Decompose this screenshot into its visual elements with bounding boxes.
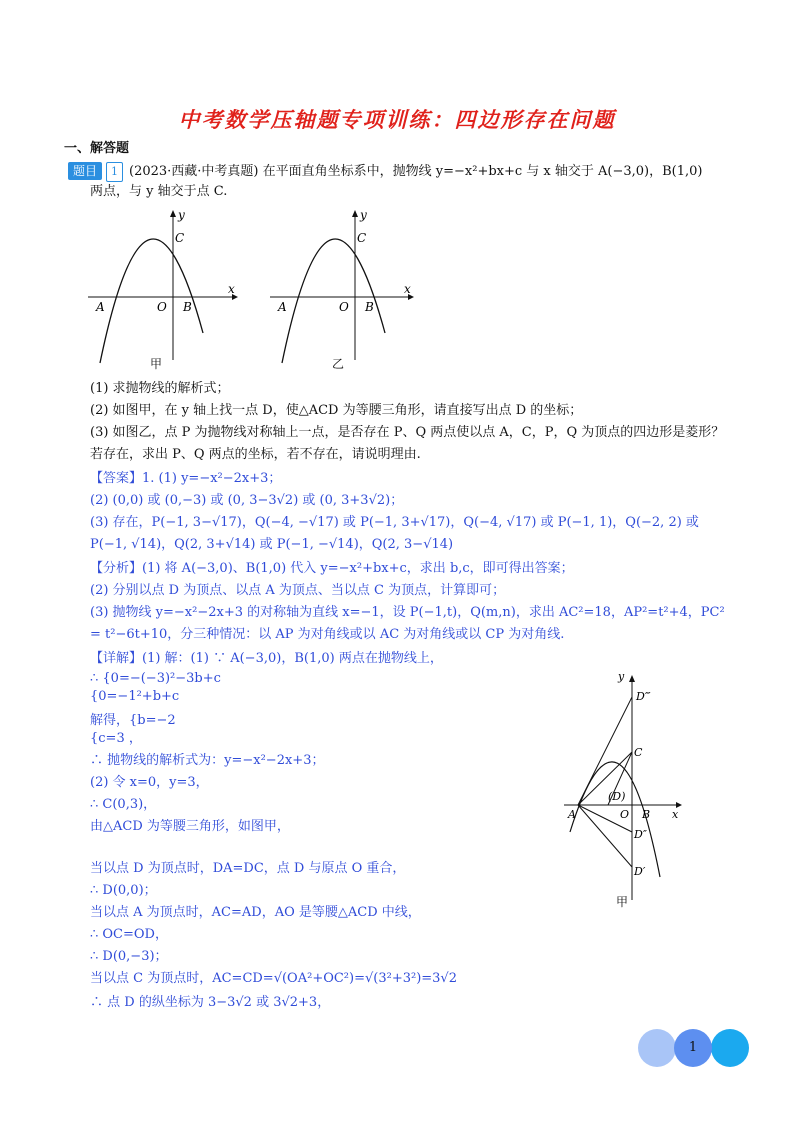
detail-line-8: ∴ C(0,3)， — [90, 797, 157, 812]
label-B: B — [183, 300, 192, 314]
detail-line-15: 当以点 C 为顶点时，AC=CD=√(OA²+OC²)=√(3²+3²)=3√2 — [90, 971, 457, 986]
part-3b: 若存在，求出 P、Q 两点的坐标，若不存在，请说明理由. — [90, 447, 421, 462]
label-A: A — [278, 300, 287, 314]
detail-line-11: ∴ D(0,0)； — [90, 883, 157, 898]
detail-line-9: 由△ACD 为等腰三角形，如图甲， — [90, 819, 290, 834]
detail-line-12: 当以点 A 为顶点时，AC=AD，AO 是等腰△ACD 中线， — [90, 905, 421, 920]
answer-line-1: 【答案】1. (1) y=−x²−2x+3； — [90, 471, 282, 486]
question-number: 1 — [106, 162, 123, 182]
label-x: x — [404, 282, 411, 296]
label-O: O — [339, 300, 349, 314]
answer-line-3: (3) 存在，P(−1, 3−√17)，Q(−4, −√17) 或 P(−1, 3+√17)，Q(−4, √17) 或 P(−1, 1)，Q(−2, 2) 或 — [90, 515, 699, 530]
label-O: O — [620, 808, 630, 821]
answer-line-2: (2) (0,0) 或 (0,−3) 或 (0, 3−3√2) 或 (0, 3+3√2)； — [90, 493, 404, 508]
label-x: x — [672, 808, 679, 821]
answer-line-4: P(−1, √14)，Q(2, 3+√14) 或 P(−1, −√14)，Q(2, 3−√14) — [90, 537, 454, 552]
detail-line-16: ∴ 点 D 的纵坐标为 3−3√2 或 3√2+3， — [90, 995, 331, 1010]
page-decor-left — [638, 1029, 676, 1067]
label-A: A — [568, 808, 576, 821]
detail-line-10: 当以点 D 为顶点时，DA=DC，点 D 与原点 O 重合， — [90, 861, 406, 876]
label-A: A — [96, 300, 105, 314]
page-number: 1 — [674, 1029, 712, 1067]
detail-line-4: 解得，{b=−2 — [90, 713, 176, 728]
detail-line-3: {0=−1²+b+c — [90, 689, 180, 704]
detail-line-13: ∴ OC=OD， — [90, 927, 168, 942]
part-1: (1) 求抛物线的解析式； — [90, 381, 230, 396]
question-line-1 — [68, 162, 703, 182]
detail-line-7: (2) 令 x=0，y=3， — [90, 775, 209, 790]
figure-jia-large-caption: 甲 — [616, 895, 629, 909]
label-D-prime: D′ — [634, 865, 646, 878]
label-O: O — [157, 300, 167, 314]
detail-line-1: 【详解】(1) 解：(1) ∵ A(−3,0)，B(1,0) 两点在抛物线上， — [90, 651, 443, 666]
figure-jia-large — [560, 672, 690, 912]
question-text-1: (2023·西藏·中考真题) 在平面直角坐标系中，抛物线 y=−x²+bx+c 与 x 轴交于 A(−3,0)，B(1,0) — [129, 164, 703, 179]
label-C: C — [357, 231, 367, 245]
section-heading: 一、解答题 — [64, 141, 130, 156]
label-C: C — [175, 231, 185, 245]
question-badge: 题目 — [68, 162, 102, 180]
detail-line-5: {c=3 ， — [90, 731, 142, 746]
page-decor-right — [711, 1029, 749, 1067]
label-B: B — [365, 300, 374, 314]
label-y: y — [360, 208, 367, 222]
question-line-2: 两点，与 y 轴交于点 C. — [90, 184, 228, 199]
detail-line-14: ∴ D(0,−3)； — [90, 949, 168, 964]
part-3: (3) 如图乙，点 P 为抛物线对称轴上一点，是否存在 P、Q 两点使以点 A，C，P，Q 为顶点的四边形是菱形？ — [90, 425, 725, 440]
label-y: y — [178, 208, 185, 222]
figure-yi-caption: 乙 — [332, 357, 345, 371]
figure-yi — [268, 205, 428, 375]
analysis-line-4: = t²−6t+10，分三种情况：以 AP 为对角线或以 AC 为对角线或以 CP 为对角线. — [90, 627, 565, 642]
page-title: 中考数学压轴题专项训练：四边形存在问题 — [178, 107, 616, 132]
label-B: B — [642, 808, 651, 821]
part-2: (2) 如图甲，在 y 轴上找一点 D，使△ACD 为等腰三角形，请直接写出点 D 的坐标； — [90, 403, 583, 418]
analysis-line-3: (3) 抛物线 y=−x²−2x+3 的对称轴为直线 x=−1，设 P(−1,t)，Q(m,n)，求出 AC²=18，AP²=t²+4，PC² — [90, 605, 725, 620]
detail-line-2: ∴ {0=−(−3)²−3b+c — [90, 671, 221, 686]
analysis-line-1: 【分析】(1) 将 A(−3,0)、B(1,0) 代入 y=−x²+bx+c，求出 b,c，即可得出答案； — [90, 561, 574, 576]
label-C: C — [634, 746, 643, 759]
label-D-paren: (D) — [608, 790, 626, 803]
label-D-triple-prime: D‴ — [636, 690, 651, 703]
figure-jia — [86, 205, 246, 375]
detail-line-6: ∴ 抛物线的解析式为：y=−x²−2x+3； — [90, 753, 325, 768]
label-y: y — [618, 672, 625, 683]
label-x: x — [228, 282, 235, 296]
figure-jia-caption: 甲 — [150, 357, 163, 371]
label-D-double-prime: D″ — [634, 828, 647, 841]
analysis-line-2: (2) 分别以点 D 为顶点、以点 A 为顶点、当以点 C 为顶点，计算即可； — [90, 583, 506, 598]
